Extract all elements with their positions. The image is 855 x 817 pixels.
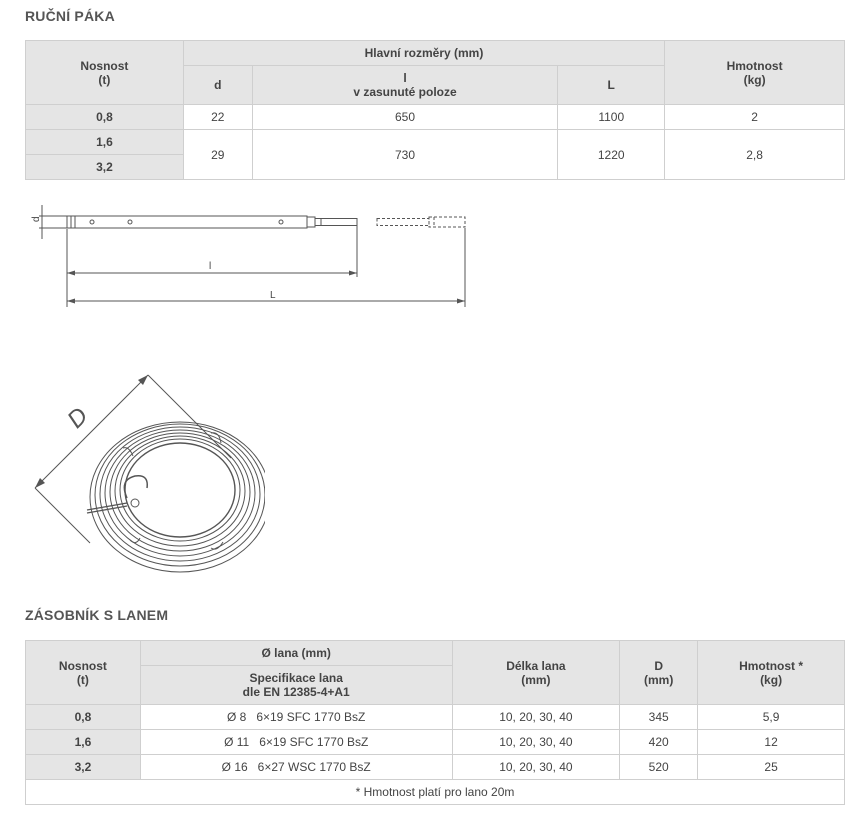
header-length-label: Délka lana (506, 658, 566, 673)
label-l: l (209, 261, 212, 272)
d-cell: 22 (183, 105, 252, 130)
table-footnote: * Hmotnost platí pro lano 20m (26, 780, 845, 805)
header-main-dims: Hlavní rozměry (mm) (183, 41, 664, 66)
header-length-unit: (mm) (521, 672, 551, 687)
capacity-cell: 3,2 (26, 755, 141, 780)
table-row (26, 705, 845, 730)
header-weight (698, 641, 845, 705)
hole-icon (90, 220, 94, 224)
label-D: D (62, 402, 94, 434)
header-capacity-unit: (t) (76, 672, 89, 687)
header-D-unit: (mm) (644, 672, 674, 687)
hook-icon (124, 476, 147, 498)
dimension-line-D (35, 375, 148, 488)
header-l-note: v zasunuté poloze (353, 85, 457, 99)
hole-icon (279, 220, 283, 224)
weight-cell: 2,8 (665, 130, 845, 180)
weight-cell: 12 (698, 730, 845, 755)
capacity-cell: 1,6 (26, 730, 141, 755)
header-capacity-label: Nosnost (58, 658, 107, 673)
weight-cell: 2 (665, 105, 845, 130)
table-row (26, 755, 845, 780)
D-cell: 345 (620, 705, 698, 730)
length-cell: 10, 20, 30, 40 (452, 705, 620, 730)
capacity-cell: 1,6 (26, 130, 184, 155)
length-cell: 10, 20, 30, 40 (452, 755, 620, 780)
header-D (620, 641, 698, 705)
header-weight-label: Hmotnost (726, 58, 783, 73)
lever-drawing (25, 195, 485, 310)
header-L: L (558, 66, 665, 105)
section-title-zasobnik: ZÁSOBNÍK S LANEM (25, 607, 169, 623)
hole-icon (128, 220, 132, 224)
l-cell: 650 (252, 105, 558, 130)
rope-coil (87, 422, 265, 572)
header-weight-unit: (kg) (760, 672, 783, 687)
header-spec-label: Specifikace lana (249, 671, 343, 685)
section-title-rucni-paka: RUČNÍ PÁKA (25, 8, 115, 24)
header-capacity-unit: (t) (98, 72, 111, 87)
header-D-label: D (654, 658, 664, 673)
capacity-cell: 3,2 (26, 155, 184, 180)
header-d: d (183, 66, 252, 105)
label-d: d (31, 216, 42, 222)
header-capacity-label: Nosnost (80, 58, 129, 73)
table-row (26, 130, 845, 155)
d-cell: 29 (183, 130, 252, 180)
weight-cell: 25 (698, 755, 845, 780)
header-l-label: l (403, 71, 407, 85)
header-l (252, 66, 558, 105)
l-cell: 730 (252, 130, 558, 180)
header-capacity (26, 41, 184, 105)
header-length (452, 641, 620, 705)
header-weight-label: Hmotnost * (739, 658, 804, 673)
table-row (26, 105, 845, 130)
lever-tube (67, 216, 307, 228)
zasobnik-table (25, 640, 845, 805)
rucni-paka-table (25, 40, 845, 180)
header-weight-unit: (kg) (743, 72, 766, 87)
header-spec (140, 666, 452, 705)
D-cell: 420 (620, 730, 698, 755)
spec-cell: Ø 11 6×19 SFC 1770 BsZ (140, 730, 452, 755)
header-capacity (26, 641, 141, 705)
header-spec-norm: dle EN 12385-4+A1 (242, 685, 350, 699)
capacity-cell: 0,8 (26, 105, 184, 130)
D-cell: 520 (620, 755, 698, 780)
table-row (26, 730, 845, 755)
weight-cell: 5,9 (698, 705, 845, 730)
spec-cell: Ø 8 6×19 SFC 1770 BsZ (140, 705, 452, 730)
L-cell: 1220 (558, 130, 665, 180)
capacity-cell: 0,8 (26, 705, 141, 730)
label-L: L (270, 290, 276, 301)
L-cell: 1100 (558, 105, 665, 130)
rope-coil-drawing (25, 370, 265, 600)
spec-cell: Ø 16 6×27 WSC 1770 BsZ (140, 755, 452, 780)
length-cell: 10, 20, 30, 40 (452, 730, 620, 755)
header-rope-dia: Ø lana (mm) (140, 641, 452, 666)
header-weight (665, 41, 845, 105)
